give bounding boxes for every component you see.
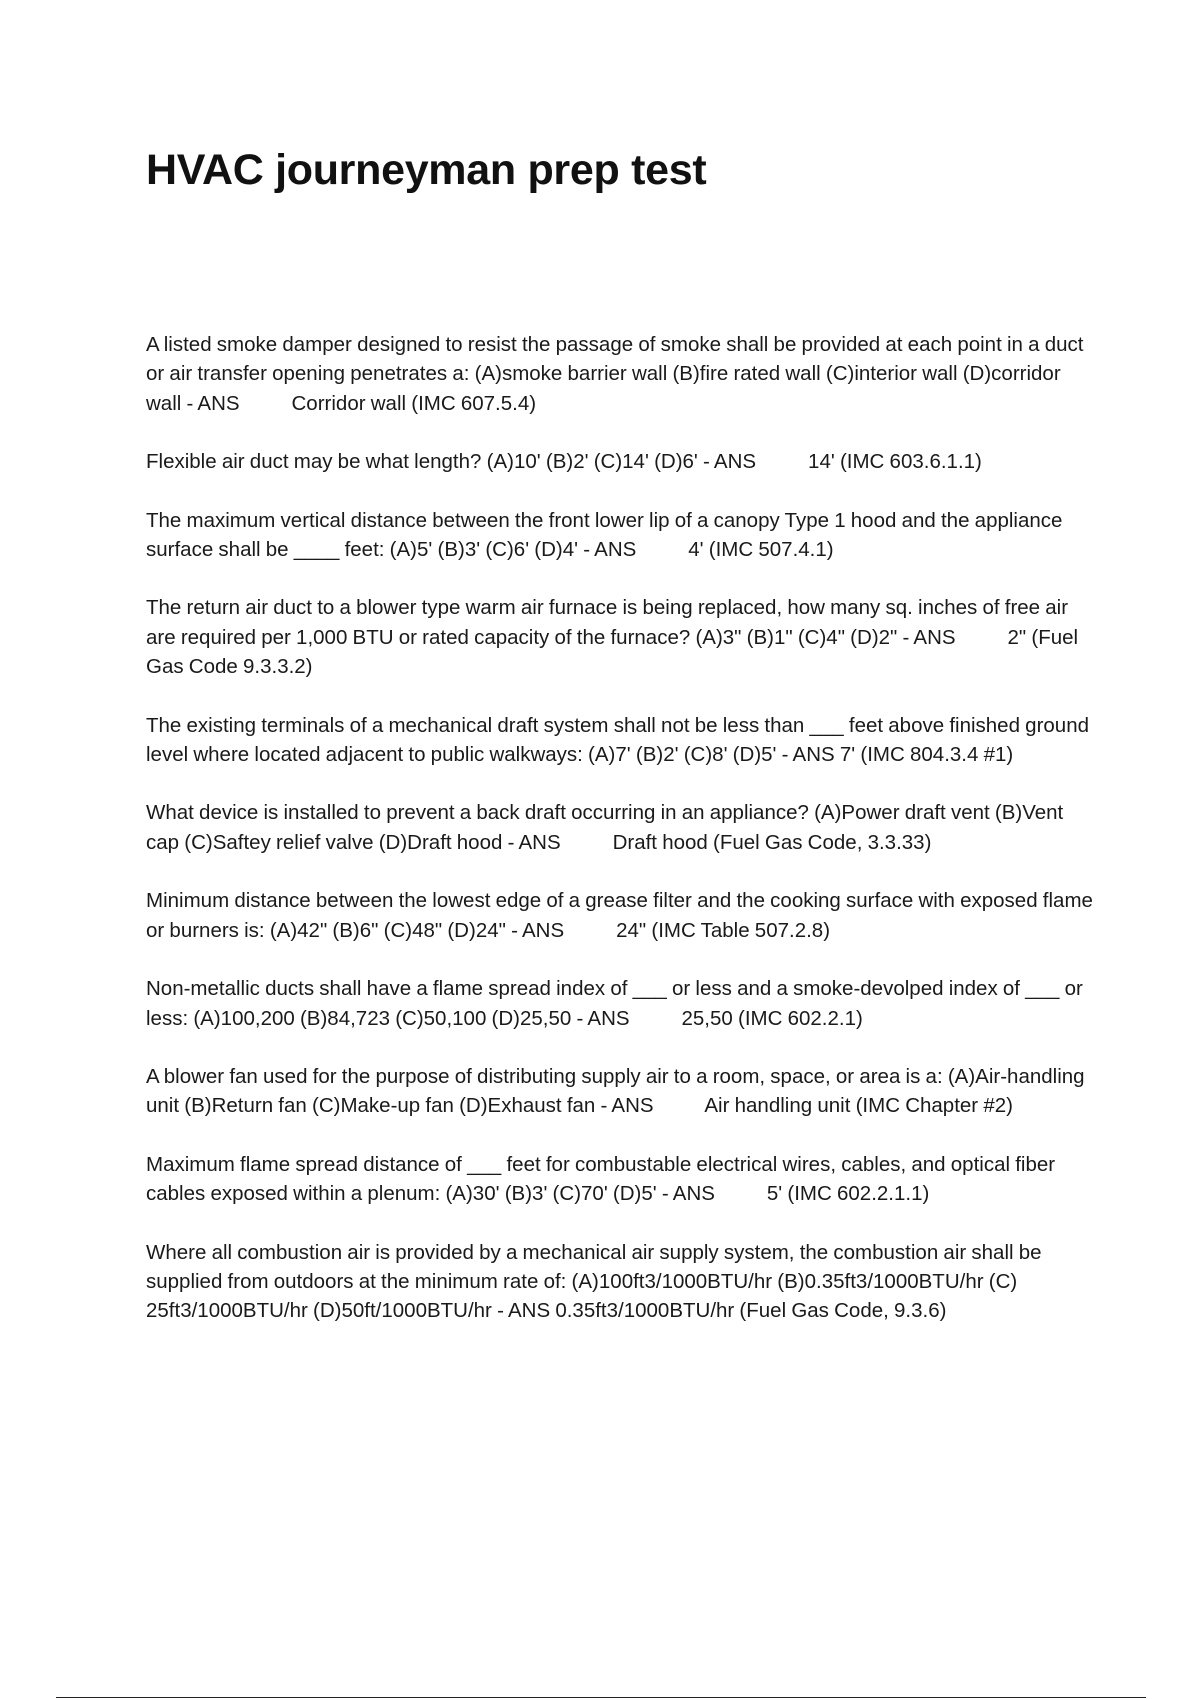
- question-item: The return air duct to a blower type warm air furnace is being replaced, how many sq. inches of free air are required per 1,000 BTU or rated capacity of the furnace? (A)3" (B)1" (C)4" (D)2" - ANS 2" (Fuel Gas Code 9.3.3.2): [146, 596, 1084, 679]
- question-item: The existing terminals of a mechanical draft system shall not be less than ___ feet above finished ground level where located adjacent to public walkways: (A)7' (B)2' (C)8' (D)5' - ANS 7' (IMC 804.3.4 #1): [146, 713, 1095, 767]
- question-item: Where all combustion air is provided by a mechanical air supply system, the combustion air shall be supplied from outdoors at the minimum rate of: (A)100ft3/1000BTU/hr (B)0.35ft3/1000BTU/hr (C) 25ft3/1000BTU/hr (D)50ft/1000BTU/hr - ANS 0.35ft3/1000BTU/hr (Fuel Gas Code, 9.3.6): [146, 1240, 1047, 1323]
- question-list: [146, 330, 1099, 1355]
- question-item: The maximum vertical distance between the front lower lip of a canopy Type 1 hood and the appliance surface shall be ____ feet: (A)5' (B)3' (C)6' (D)4' - ANS 4' (IMC 507.4.1): [146, 508, 1068, 562]
- question-item: Maximum flame spread distance of ___ feet for combustable electrical wires, cables, and optical fiber cables exposed within a plenum: (A)30' (B)3' (C)70' (D)5' - ANS 5' (IMC 602.2.1.1): [146, 1152, 1061, 1206]
- page-divider: [56, 1697, 1146, 1698]
- question-item: A blower fan used for the purpose of distributing supply air to a room, space, or area is a: (A)Air-handling unit (B)Return fan (C)Make-up fan (D)Exhaust fan - ANS Air handling unit (IMC Chapter #2): [146, 1064, 1090, 1118]
- question-item: Non-metallic ducts shall have a flame spread index of ___ or less and a smoke-devolped index of ___ or less: (A)100,200 (B)84,723 (C)50,100 (D)25,50 - ANS 25,50 (IMC 602.2.1): [146, 977, 1089, 1030]
- question-item: What device is installed to prevent a back draft occurring in an appliance? (A)Power draft vent (B)Vent cap (C)Saftey relief valve (D)Draft hood - ANS Draft hood (Fuel Gas Code, 3.3.33): [146, 801, 1069, 854]
- question-item: A listed smoke damper designed to resist the passage of smoke shall be provided at each point in a duct or air transfer opening penetrates a: (A)smoke barrier wall (B)fire rated wall (C)interior wall (D)corridor wall - ANS Corridor wall (IMC 607.5.4): [146, 333, 1089, 415]
- question-item: Flexible air duct may be what length? (A)10' (B)2' (C)14' (D)6' - ANS 14' (IMC 603.6.1.1): [146, 450, 982, 474]
- page-title: HVAC journeyman prep test: [146, 146, 707, 194]
- question-item: Minimum distance between the lowest edge of a grease filter and the cooking surface with exposed flame or burners is: (A)42" (B)6" (C)48" (D)24" - ANS 24" (IMC Table 507.2.8): [146, 889, 1099, 942]
